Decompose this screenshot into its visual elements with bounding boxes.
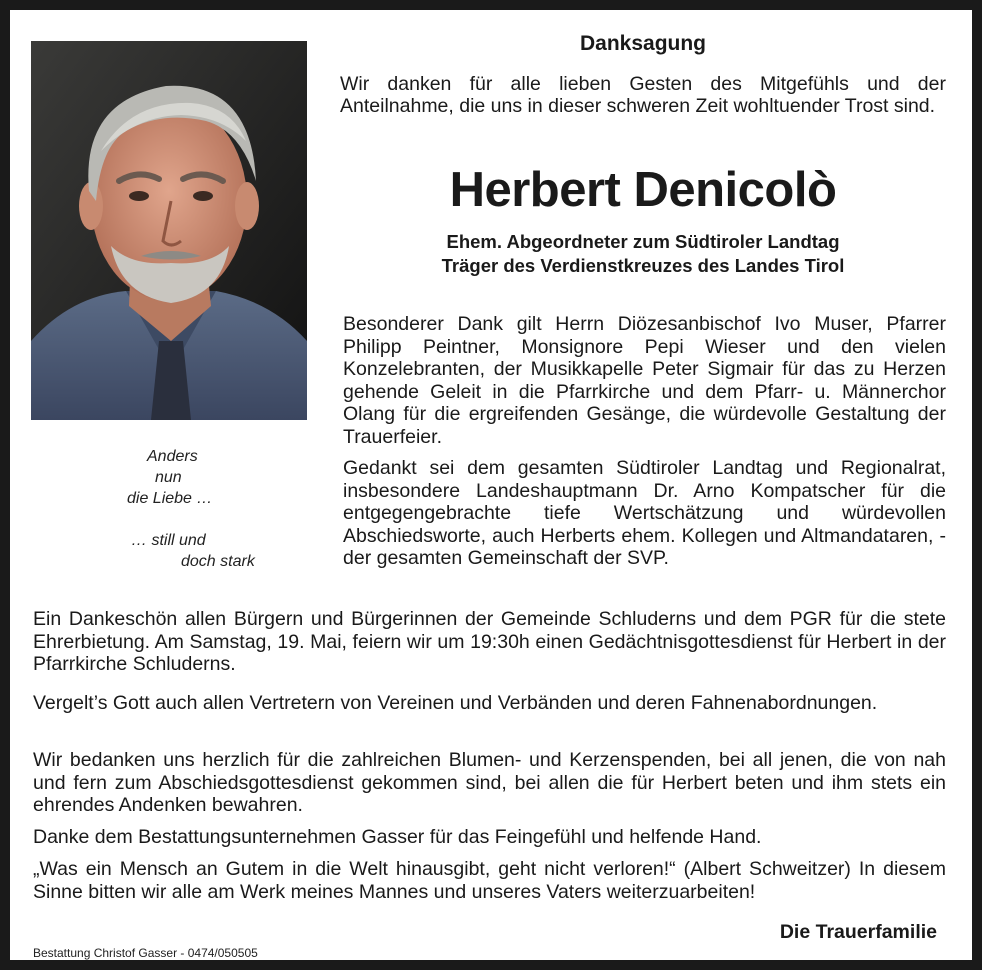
thanks-paragraph: Besonderer Dank gilt Herrn Diözesanbischof Ivo Muser, Pfarrer Philipp Peintner, Monsignore Pepi Wieser und den vielen Konzelebranten, der Musikkapelle Peter Sigmair für das zu Herzen gehende Geleit in die Pfarrkirche und dem Pfarr- u. Männerchor Olang für die ergreifenden Gesänge, die würdevolle Gestaltung der Trauerfeier. bbox=[343, 313, 946, 448]
thanks-paragraph: Danke dem Bestattungsunternehmen Gasser für das Feingefühl und helfende Hand. bbox=[33, 826, 762, 848]
subtitle-line: Träger des Verdienstkreuzes des Landes Tirol bbox=[441, 255, 845, 276]
portrait-illustration bbox=[31, 41, 307, 420]
thanks-paragraph: Gedankt sei dem gesamten Südtiroler Landtag und Regionalrat, insbesondere Landeshauptmann Dr. Arno Kompatscher für die entgegengebrachte tiefe Wertschätzung und würdevollen Abschiedsworte, auch Herberts ehem. Kollegen und Altmandataren, - der gesamten Gemeinschaft der SVP. bbox=[343, 457, 946, 569]
poem bbox=[31, 446, 307, 572]
thanks-paragraph: Vergelt’s Gott auch allen Vertretern von Vereinen und Verbänden und deren Fahnenabordnungen. bbox=[33, 692, 878, 714]
page-title: Danksagung bbox=[579, 32, 707, 55]
signature: Die Trauerfamilie bbox=[779, 921, 937, 943]
portrait-photo-icon bbox=[31, 41, 307, 420]
poem-line: die Liebe … bbox=[127, 490, 213, 507]
subtitle-line: Ehem. Abgeordneter zum Südtiroler Landtag bbox=[446, 231, 840, 252]
quote-paragraph: „Was ein Mensch an Gutem in die Welt hinausgibt, geht nicht verloren!“ (Albert Schweitzer) In diesem Sinne bitten wir alle am Werk meines Mannes und unseres Vaters weiterzuarbeiten! bbox=[33, 858, 946, 903]
intro-text: Wir danken für alle lieben Gesten des Mitgefühls und der Anteilnahme, die uns in dieser schweren Zeit wohltuender Trost sind. bbox=[340, 73, 946, 117]
poem-line: … still und bbox=[131, 532, 206, 549]
thanks-paragraph: Ein Dankeschön allen Bürgern und Bürgerinnen der Gemeinde Schluderns und dem PGR für die stete Ehrerbietung. Am Samstag, 19. Mai, feiern wir um 19:30h einen Gedächtnisgottesdienst für Herbert in der Pfarrkirche Schluderns. bbox=[33, 608, 946, 675]
poem-line: doch stark bbox=[181, 553, 255, 570]
thanks-paragraph: Wir bedanken uns herzlich für die zahlreichen Blumen- und Kerzenspenden, bei all jenen, die von nah und fern zum Abschiedsgottesdienst gekommen sind, bei allen die für Herbert beten und ihm stets ein ehrendes Andenken bewahren. bbox=[33, 749, 946, 816]
footer-contact: Bestattung Christof Gasser - 0474/050505 bbox=[33, 946, 258, 960]
subtitle bbox=[340, 230, 946, 278]
poem-line: nun bbox=[155, 469, 182, 486]
poem-line: Anders bbox=[147, 448, 198, 465]
deceased-name: Herbert Denicolò bbox=[449, 163, 837, 217]
